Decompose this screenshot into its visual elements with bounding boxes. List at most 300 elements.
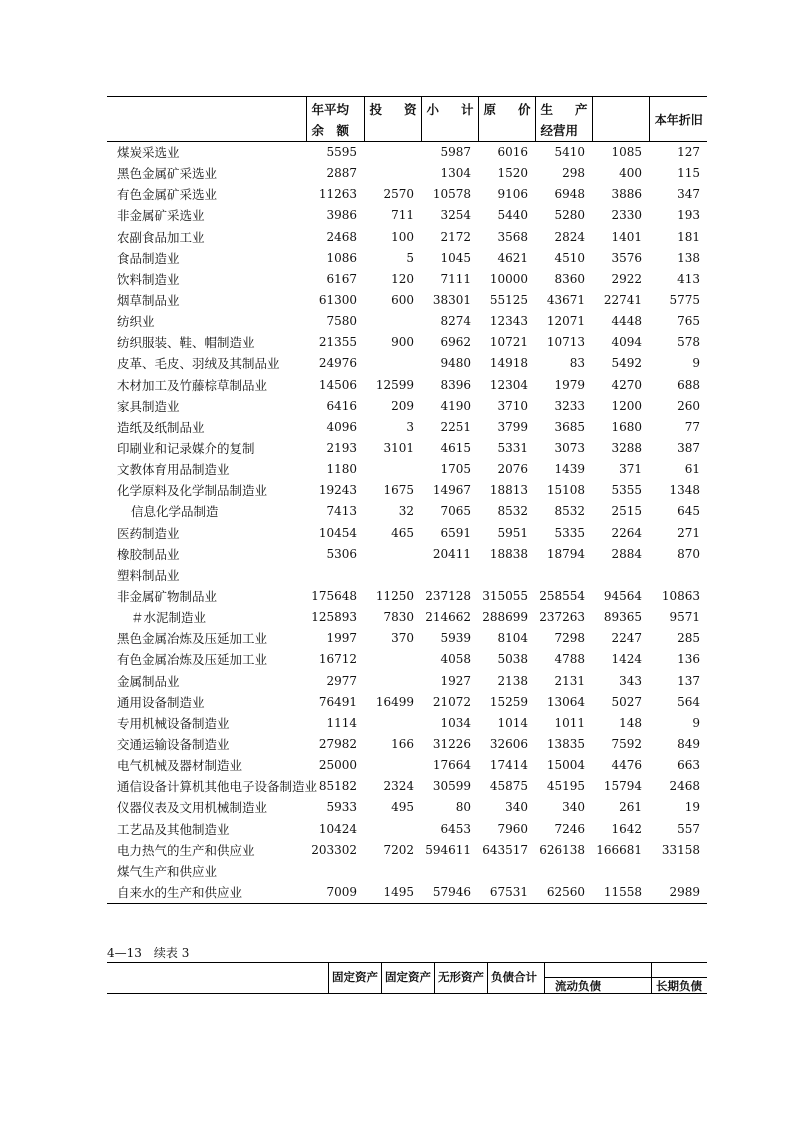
value-cell: 557 — [677, 821, 700, 836]
value-cell: 594611 — [425, 842, 471, 857]
value-cell: 10713 — [546, 335, 585, 350]
value-cell: 3073 — [554, 441, 585, 456]
value-cell: 711 — [391, 208, 414, 223]
value-cell: 67531 — [478, 882, 535, 904]
value-cell: 19 — [684, 800, 700, 815]
value-cell — [306, 861, 364, 882]
value-cell: 6591 — [440, 525, 471, 540]
table-row — [107, 565, 707, 586]
table-row — [107, 396, 707, 417]
value-cell: 2324 — [383, 779, 414, 794]
table-row — [107, 311, 707, 332]
value-cell: 14918 — [489, 356, 528, 371]
value-cell: 62560 — [535, 882, 592, 904]
value-cell: 1705 — [440, 462, 471, 477]
value-cell: 849 — [677, 737, 700, 751]
value-cell: 18838 — [489, 546, 528, 561]
value-cell: 298 — [562, 166, 585, 181]
value-cell: 1304 — [440, 166, 471, 181]
industry-name-cell: 饮料制造业 — [117, 271, 180, 287]
value-cell: 3568 — [497, 229, 528, 244]
value-cell: 2824 — [554, 229, 585, 244]
table-row — [107, 882, 707, 904]
value-cell: 115 — [677, 166, 700, 181]
value-cell: 24976 — [318, 356, 357, 371]
value-cell: 2922 — [611, 271, 642, 286]
value-cell: 4094 — [611, 335, 642, 350]
value-cell: 7413 — [326, 504, 357, 519]
header-original-price: 原 价 — [478, 97, 535, 142]
value-cell: 3986 — [326, 208, 357, 223]
value-cell: 10721 — [489, 335, 528, 350]
value-cell: 5331 — [497, 441, 528, 456]
value-cell: 3101 — [383, 441, 414, 456]
value-cell: 6167 — [326, 271, 357, 286]
value-cell: 465 — [391, 525, 414, 540]
header-corner — [107, 97, 306, 142]
value-cell: 4270 — [611, 377, 642, 392]
value-cell: 2468 — [669, 779, 700, 794]
value-cell: 271 — [677, 525, 700, 540]
value-cell: 1997 — [326, 631, 357, 646]
value-cell: 61300 — [318, 293, 357, 308]
value-cell: 1200 — [611, 398, 642, 413]
industry-name-cell: 专用机械设备制造业 — [117, 715, 230, 731]
value-cell — [364, 649, 421, 670]
industry-name-cell: 皮革、毛皮、羽绒及其制品业 — [117, 356, 280, 372]
value-cell: 20411 — [432, 546, 471, 561]
value-cell: 2247 — [611, 631, 642, 646]
table-row — [107, 776, 707, 797]
value-cell: 19243 — [318, 483, 357, 498]
value-cell: 7592 — [611, 737, 642, 751]
value-cell: 1642 — [611, 821, 642, 836]
value-cell: 6416 — [326, 398, 357, 413]
value-cell: 137 — [677, 673, 700, 688]
value-cell: 3254 — [440, 208, 471, 223]
value-cell: 3288 — [611, 441, 642, 456]
value-cell: 27982 — [318, 737, 357, 751]
value-cell: 9571 — [669, 610, 700, 625]
value-cell: 2884 — [611, 546, 642, 561]
table-row — [107, 480, 707, 501]
value-cell: 343 — [619, 673, 642, 688]
value-cell: 1439 — [554, 462, 585, 477]
value-cell: 22741 — [603, 293, 642, 308]
header-production: 生 产 经营用 — [535, 97, 592, 142]
value-cell: 193 — [677, 208, 700, 223]
cont-header-total-liabilities: 负债合计 — [487, 963, 545, 993]
value-cell — [421, 861, 478, 882]
value-cell — [364, 311, 421, 332]
value-cell: 7009 — [306, 882, 364, 904]
value-cell: 8532 — [497, 504, 528, 519]
value-cell: 870 — [677, 546, 700, 561]
table-row — [107, 269, 707, 290]
table-row — [107, 692, 707, 713]
table-row — [107, 227, 707, 248]
industry-name-cell: 有色金属矿采选业 — [117, 187, 218, 203]
value-cell — [364, 861, 421, 882]
value-cell: 138 — [677, 250, 700, 265]
value-cell: 16499 — [375, 694, 414, 709]
value-cell: 43671 — [546, 293, 585, 308]
value-cell: 45875 — [489, 779, 528, 794]
value-cell: 1680 — [611, 419, 642, 434]
industry-name-cell: 医药制造业 — [117, 525, 180, 541]
value-cell — [364, 755, 421, 776]
value-cell: 127 — [677, 145, 700, 160]
industry-name-cell: 食品制造业 — [117, 250, 180, 266]
value-cell: 2515 — [611, 504, 642, 519]
value-cell — [649, 565, 707, 586]
value-cell: 80 — [455, 800, 471, 815]
value-cell: 12304 — [489, 377, 528, 392]
table-row — [107, 184, 707, 205]
value-cell: 5 — [406, 250, 414, 265]
cont-header-fixed-assets-1: 固定资产 — [328, 963, 382, 993]
value-cell: 10578 — [432, 187, 471, 202]
industry-name-cell: 印刷业和记录媒介的复制 — [117, 441, 255, 457]
industry-name-cell: 交通运输设备制造业 — [117, 737, 230, 752]
table-row — [107, 628, 707, 649]
table-row — [107, 649, 707, 670]
table-row — [107, 353, 707, 374]
value-cell: 166681 — [596, 842, 642, 857]
industry-name-cell: 自来水的生产和供应业 — [107, 882, 306, 904]
value-cell: 2131 — [554, 673, 585, 688]
header-depreciation: 本年折旧 — [649, 97, 707, 142]
value-cell: 340 — [562, 800, 585, 815]
value-cell: 3 — [406, 419, 414, 434]
table-row — [107, 248, 707, 269]
industry-name-cell: 工艺品及其他制造业 — [117, 821, 230, 837]
value-cell: 57946 — [421, 882, 478, 904]
continuation-table-header — [107, 962, 707, 994]
industry-name-cell: 橡胶制品业 — [117, 546, 180, 562]
value-cell: 6962 — [440, 335, 471, 350]
value-cell: 285 — [677, 631, 700, 646]
value-cell: 1086 — [326, 250, 357, 265]
value-cell — [535, 861, 592, 882]
value-cell: 4190 — [440, 398, 471, 413]
value-cell: 12599 — [375, 377, 414, 392]
value-cell — [421, 565, 478, 586]
value-cell: 578 — [677, 335, 700, 350]
value-cell — [535, 565, 592, 586]
value-cell: 4096 — [326, 419, 357, 434]
value-cell: 2076 — [497, 462, 528, 477]
table-row — [107, 861, 707, 882]
industry-name-cell: 家具制造业 — [117, 398, 180, 414]
value-cell: 30599 — [432, 779, 471, 794]
value-cell: 626138 — [539, 842, 585, 857]
value-cell: 18813 — [489, 483, 528, 498]
table-row — [107, 523, 707, 544]
cont-header-subdivider — [544, 977, 707, 978]
value-cell — [364, 565, 421, 586]
value-cell: 1180 — [326, 462, 357, 477]
value-cell: 5335 — [554, 525, 585, 540]
industry-name-cell: 黑色金属冶炼及压延加工业 — [117, 631, 268, 647]
value-cell — [364, 544, 421, 565]
value-cell: 18794 — [546, 546, 585, 561]
value-cell: 10424 — [318, 821, 357, 836]
value-cell: 77 — [684, 419, 700, 434]
value-cell: 347 — [677, 187, 700, 202]
value-cell: 5775 — [669, 293, 700, 308]
value-cell: 1495 — [364, 882, 421, 904]
value-cell: 663 — [677, 758, 700, 773]
value-cell: 1348 — [669, 483, 700, 498]
value-cell: 3685 — [554, 419, 585, 434]
value-cell: 4615 — [440, 441, 471, 456]
value-cell: 11558 — [592, 882, 649, 904]
value-cell — [364, 819, 421, 840]
table-row — [107, 417, 707, 438]
table-row — [107, 438, 707, 459]
table-row — [107, 544, 707, 565]
value-cell: 31226 — [432, 737, 471, 751]
value-cell: 1085 — [611, 145, 642, 160]
value-cell: 16712 — [318, 652, 357, 667]
value-cell — [478, 861, 535, 882]
table-row — [107, 332, 707, 353]
cont-header-long-term-liabilities: 长期负债 — [651, 963, 708, 993]
value-cell: 3233 — [554, 398, 585, 413]
value-cell: 10454 — [318, 525, 357, 540]
value-cell: 32606 — [489, 737, 528, 751]
value-cell: 203302 — [311, 842, 357, 857]
industry-name-cell: 电气机械及器材制造业 — [117, 758, 243, 774]
value-cell — [364, 459, 421, 480]
value-cell: 400 — [619, 166, 642, 181]
industry-fixed-assets-table — [107, 96, 707, 904]
value-cell: 25000 — [318, 758, 357, 773]
value-cell: 260 — [677, 398, 700, 413]
value-cell: 125893 — [311, 610, 357, 625]
value-cell: 17664 — [432, 758, 471, 773]
value-cell: 5951 — [497, 525, 528, 540]
table-row — [107, 586, 707, 607]
value-cell: 5027 — [611, 694, 642, 709]
value-cell: 209 — [391, 398, 414, 413]
value-cell: 13064 — [546, 694, 585, 709]
value-cell: 5440 — [497, 208, 528, 223]
value-cell: 6453 — [440, 821, 471, 836]
table-row — [107, 607, 707, 628]
value-cell — [364, 671, 421, 692]
header-subtotal: 小 计 — [421, 97, 478, 142]
value-cell: 5306 — [326, 546, 357, 561]
table-row — [107, 840, 707, 861]
value-cell: 8274 — [440, 314, 471, 329]
value-cell: 1979 — [554, 377, 585, 392]
value-cell: 14967 — [432, 483, 471, 498]
industry-name-cell: 文教体育用品制造业 — [117, 462, 230, 478]
value-cell — [478, 565, 535, 586]
industry-name-cell: 煤炭采选业 — [117, 145, 180, 161]
value-cell: 8360 — [554, 271, 585, 286]
value-cell: 1014 — [497, 715, 528, 730]
table-row — [107, 755, 707, 776]
value-cell: 2570 — [383, 187, 414, 202]
value-cell: 11250 — [375, 589, 414, 604]
industry-name-cell: 通信设备计算机其他电子设备制造业 — [117, 779, 318, 795]
value-cell: 7065 — [440, 504, 471, 519]
table-row — [107, 205, 707, 226]
value-cell: 38301 — [432, 293, 471, 308]
value-cell: 315055 — [482, 589, 528, 604]
value-cell: 413 — [677, 271, 700, 286]
value-cell: 258554 — [539, 589, 585, 604]
cont-header-current-liabilities: 流动负债 — [544, 963, 652, 993]
value-cell: 2330 — [611, 208, 642, 223]
value-cell: 175648 — [311, 589, 357, 604]
industry-name-cell: 金属制品业 — [117, 673, 180, 689]
value-cell: 564 — [677, 694, 700, 709]
value-cell: 94564 — [603, 589, 642, 604]
value-cell: 8532 — [554, 504, 585, 519]
value-cell: 9106 — [497, 187, 528, 202]
industry-name-cell: 电力热气的生产和供应业 — [117, 842, 255, 858]
value-cell: 21072 — [432, 694, 471, 709]
value-cell: 2989 — [649, 882, 707, 904]
industry-name-cell: 纺织业 — [117, 314, 155, 330]
header-blank — [592, 97, 649, 142]
value-cell: 1927 — [440, 673, 471, 688]
table-row — [107, 734, 707, 755]
value-cell: 5987 — [440, 145, 471, 160]
value-cell: 4788 — [554, 652, 585, 667]
value-cell: 12343 — [489, 314, 528, 329]
value-cell: 61 — [684, 462, 700, 477]
value-cell: 15794 — [603, 779, 642, 794]
value-cell: 2251 — [440, 419, 471, 434]
value-cell — [649, 861, 707, 882]
value-cell: 8396 — [440, 377, 471, 392]
value-cell: 4476 — [611, 758, 642, 773]
value-cell: 3710 — [497, 398, 528, 413]
value-cell: 10863 — [661, 589, 700, 604]
value-cell: 17414 — [489, 758, 528, 773]
value-cell — [592, 861, 649, 882]
value-cell: 340 — [505, 800, 528, 815]
value-cell: 5410 — [554, 145, 585, 160]
continuation-caption: 4—13 续表 3 — [107, 946, 190, 960]
value-cell — [364, 353, 421, 374]
value-cell: 7960 — [497, 821, 528, 836]
value-cell: 1045 — [440, 250, 471, 265]
value-cell: 2138 — [497, 673, 528, 688]
value-cell — [364, 142, 421, 164]
value-cell: 7246 — [554, 821, 585, 836]
value-cell: 3799 — [497, 419, 528, 434]
industry-name-cell: 煤气生产和供应业 — [117, 863, 218, 879]
table-row — [107, 671, 707, 692]
header-avg-balance: 年平均 余 额 — [306, 97, 364, 142]
value-cell: 7298 — [554, 631, 585, 646]
value-cell: 495 — [391, 800, 414, 815]
value-cell: 7830 — [383, 610, 414, 625]
value-cell: 1401 — [611, 229, 642, 244]
value-cell: 1011 — [554, 715, 585, 730]
industry-name-cell: 木材加工及竹藤棕草制品业 — [117, 377, 268, 393]
value-cell: 76491 — [318, 694, 357, 709]
value-cell: 5933 — [326, 800, 357, 815]
value-cell: 688 — [677, 377, 700, 392]
table-row — [107, 819, 707, 840]
value-cell — [364, 713, 421, 734]
table-row — [107, 163, 707, 184]
value-cell: 2264 — [611, 525, 642, 540]
table-row — [107, 290, 707, 311]
value-cell: 900 — [391, 335, 414, 350]
value-cell: 2887 — [326, 166, 357, 181]
value-cell: 11263 — [318, 187, 357, 202]
value-cell: 33158 — [661, 842, 700, 857]
cont-header-fixed-assets-2: 固定资产 — [381, 963, 435, 993]
industry-name-cell: 黑色金属矿采选业 — [117, 166, 218, 182]
table-row — [107, 713, 707, 734]
industry-name-cell: ＃水泥制造业 — [131, 610, 207, 626]
value-cell: 1520 — [497, 166, 528, 181]
value-cell: 45195 — [546, 779, 585, 794]
value-cell: 9 — [692, 356, 700, 371]
industry-name-cell: 农副食品加工业 — [117, 229, 205, 245]
value-cell: 15004 — [546, 758, 585, 773]
value-cell: 214662 — [425, 610, 471, 625]
value-cell: 32 — [398, 504, 414, 519]
value-cell: 14506 — [318, 377, 357, 392]
header-investment: 投 资 — [364, 97, 421, 142]
value-cell: 765 — [677, 314, 700, 329]
table-row — [107, 501, 707, 522]
value-cell: 15108 — [546, 483, 585, 498]
value-cell: 4621 — [497, 250, 528, 265]
value-cell: 2193 — [326, 441, 357, 456]
value-cell: 1114 — [326, 715, 357, 730]
value-cell: 6016 — [497, 145, 528, 160]
value-cell: 387 — [677, 441, 700, 456]
value-cell — [306, 565, 364, 586]
value-cell: 120 — [391, 271, 414, 286]
value-cell: 237263 — [539, 610, 585, 625]
table-body — [107, 142, 707, 904]
value-cell: 5939 — [440, 631, 471, 646]
value-cell: 9 — [692, 715, 700, 730]
value-cell: 13835 — [546, 737, 585, 751]
value-cell: 4510 — [554, 250, 585, 265]
industry-name-cell: 通用设备制造业 — [117, 694, 205, 710]
value-cell: 2468 — [326, 229, 357, 244]
value-cell: 2172 — [440, 229, 471, 244]
value-cell — [592, 565, 649, 586]
table-header-row — [107, 97, 707, 142]
industry-name-cell: 非金属矿采选业 — [117, 208, 205, 224]
value-cell: 1034 — [440, 715, 471, 730]
value-cell: 3576 — [611, 250, 642, 265]
value-cell: 5595 — [326, 145, 357, 160]
value-cell: 1675 — [383, 483, 414, 498]
industry-name-cell: 有色金属冶炼及压延加工业 — [117, 652, 268, 668]
industry-name-cell: 非金属矿物制品业 — [117, 589, 218, 605]
industry-name-cell: 纺织服装、鞋、帽制造业 — [117, 335, 255, 351]
industry-name-cell: 造纸及纸制品业 — [117, 419, 205, 435]
value-cell: 85182 — [318, 779, 357, 794]
industry-name-cell: 仪器仪表及文用机械制造业 — [117, 800, 268, 816]
value-cell: 600 — [391, 293, 414, 308]
